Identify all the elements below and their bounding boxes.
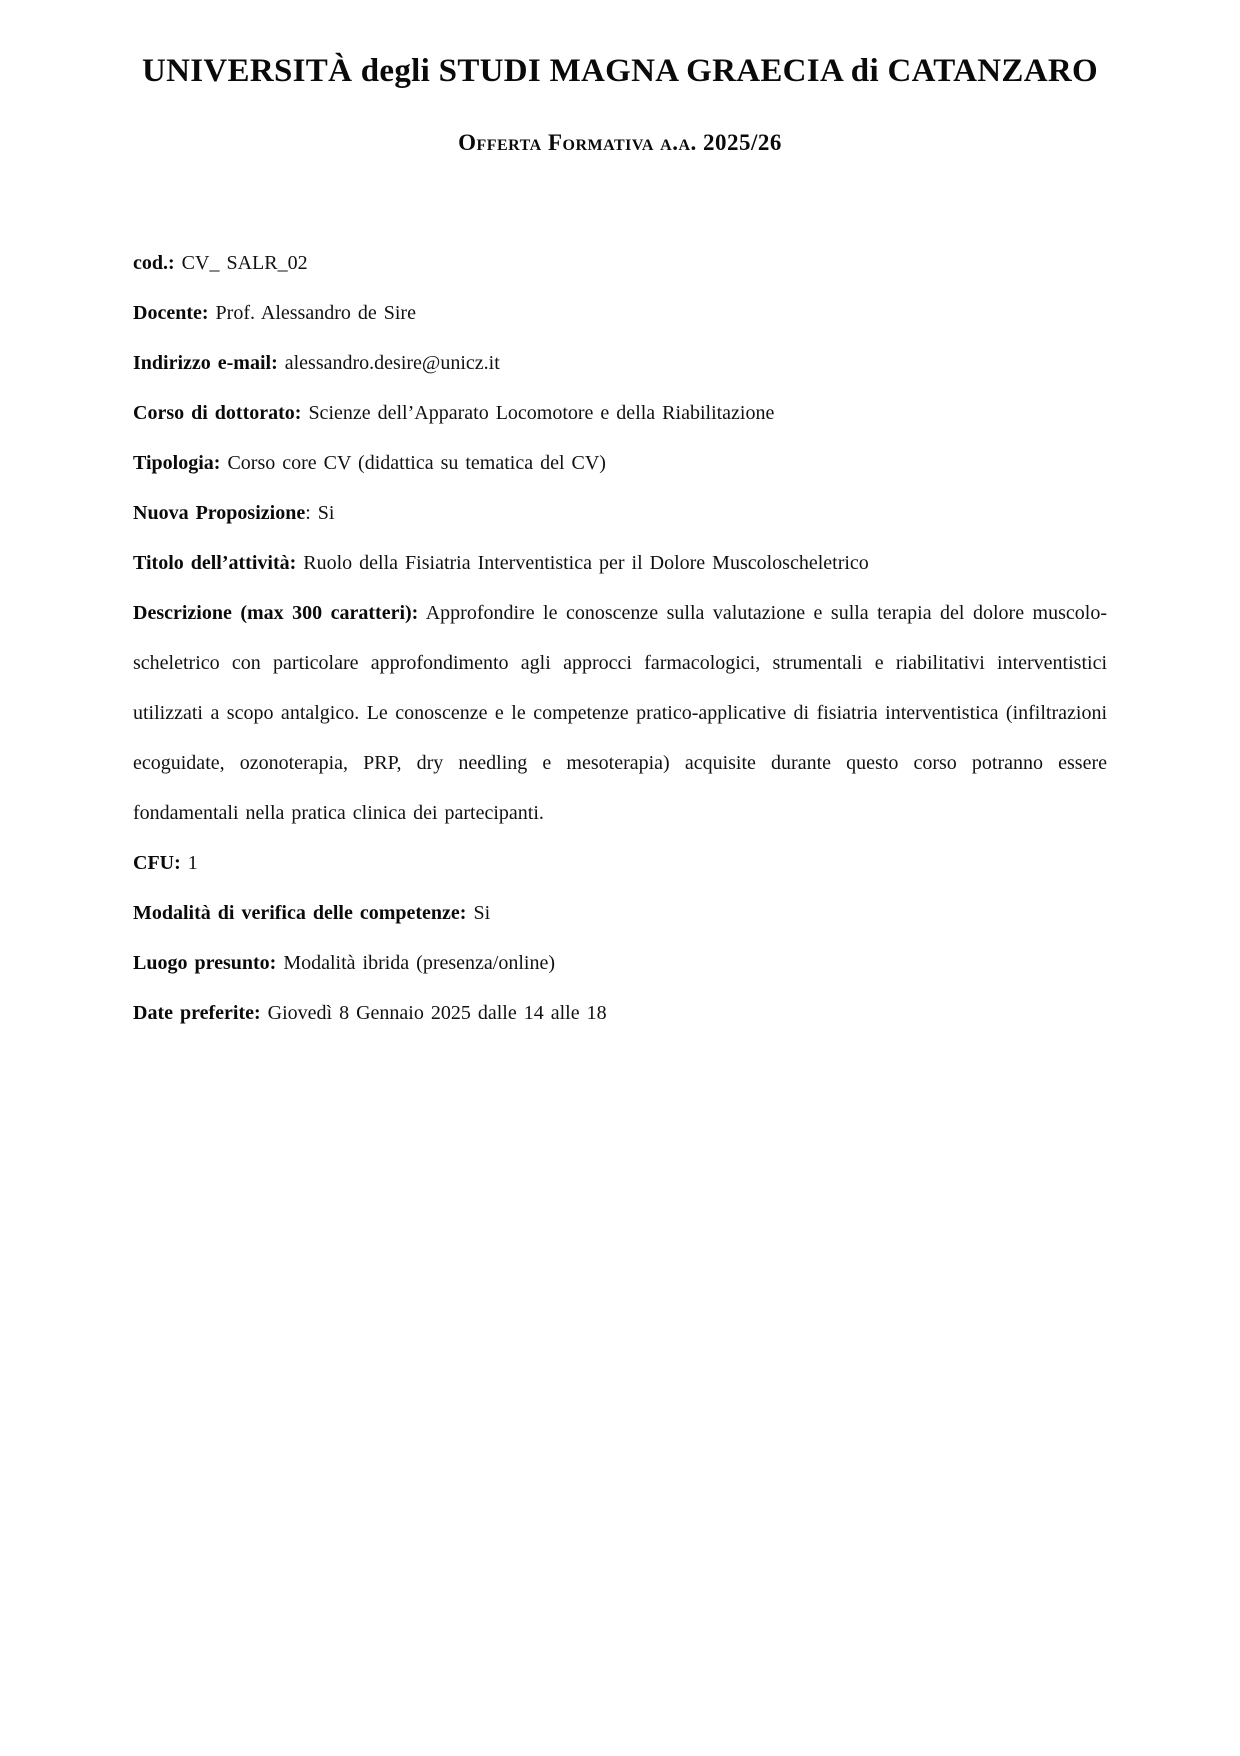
field-value: Si — [473, 902, 491, 925]
field-row — [133, 888, 1107, 938]
field-row — [133, 838, 1107, 888]
field-label: Indirizzo e-mail: — [133, 352, 278, 375]
field-value: alessandro.desire@unicz.it — [284, 352, 500, 375]
field-row — [133, 588, 1107, 838]
university-title: UNIVERSITÀ degli STUDI MAGNA GRAECIA di CATANZARO — [142, 53, 1098, 89]
field-value: Modalità ibrida (presenza/online) — [283, 952, 556, 975]
field-label: Corso di dottorato: — [133, 402, 302, 425]
field-row — [133, 438, 1107, 488]
field-row — [133, 538, 1107, 588]
field-label: Nuova Proposizione — [133, 502, 306, 525]
field-value: CV_ SALR_02 — [181, 252, 308, 275]
field-separator — [181, 852, 188, 874]
field-separator — [418, 602, 425, 624]
field-row — [133, 488, 1107, 538]
field-label: CFU: — [133, 852, 181, 875]
field-label: Docente: — [133, 302, 209, 325]
field-value: Prof. Alessandro de Sire — [215, 302, 416, 325]
field-label: Descrizione (max 300 caratteri): — [133, 602, 419, 625]
field-value: Scienze dell’Apparato Locomotore e della Riabilitazione — [308, 402, 775, 425]
field-label: cod.: — [133, 252, 175, 275]
field-row — [133, 238, 1107, 288]
field-separator — [175, 252, 182, 274]
field-separator — [278, 352, 285, 374]
field-value: : Si — [305, 502, 335, 525]
field-separator — [209, 302, 216, 324]
field-row — [133, 388, 1107, 438]
fields-section — [133, 238, 1107, 1038]
field-row — [133, 988, 1107, 1038]
field-label: Date preferite: — [133, 1002, 261, 1025]
field-row — [133, 288, 1107, 338]
document-subtitle: Offerta Formativa a.a. 2025/26 — [458, 129, 782, 155]
field-label: Tipologia: — [133, 452, 221, 475]
field-row — [133, 938, 1107, 988]
field-value: Giovedì 8 Gennaio 2025 dalle 14 alle 18 — [267, 1002, 607, 1025]
field-value: 1 — [187, 852, 198, 875]
field-value: Ruolo della Fisiatria Interventistica per il Dolore Muscoloscheletrico — [303, 552, 869, 575]
field-label: Luogo presunto: — [133, 952, 277, 975]
field-row — [133, 338, 1107, 388]
field-label: Modalità di verifica delle competenze: — [133, 902, 467, 925]
field-label: Titolo dell’attività: — [133, 552, 297, 575]
field-value: Corso core CV (didattica su tematica del CV) — [227, 452, 606, 475]
field-separator — [261, 1002, 268, 1024]
field-value: Approfondire le conoscenze sulla valutazione e sulla terapia del dolore muscolo-scheletrico con particolare approfondimento agli approcci farmacologici, strumentali e riabilitativi interventistici utilizzati a scopo antalgico. Le conoscenze e le competenze pratico-applicative di fisiatria interventistica (infiltrazioni ecoguidate, ozonoterapia, PRP, dry needling e mesoterapia) acquisite durante questo corso potranno essere fondamentali nella pratica clinica dei partecipanti. — [133, 602, 1107, 825]
